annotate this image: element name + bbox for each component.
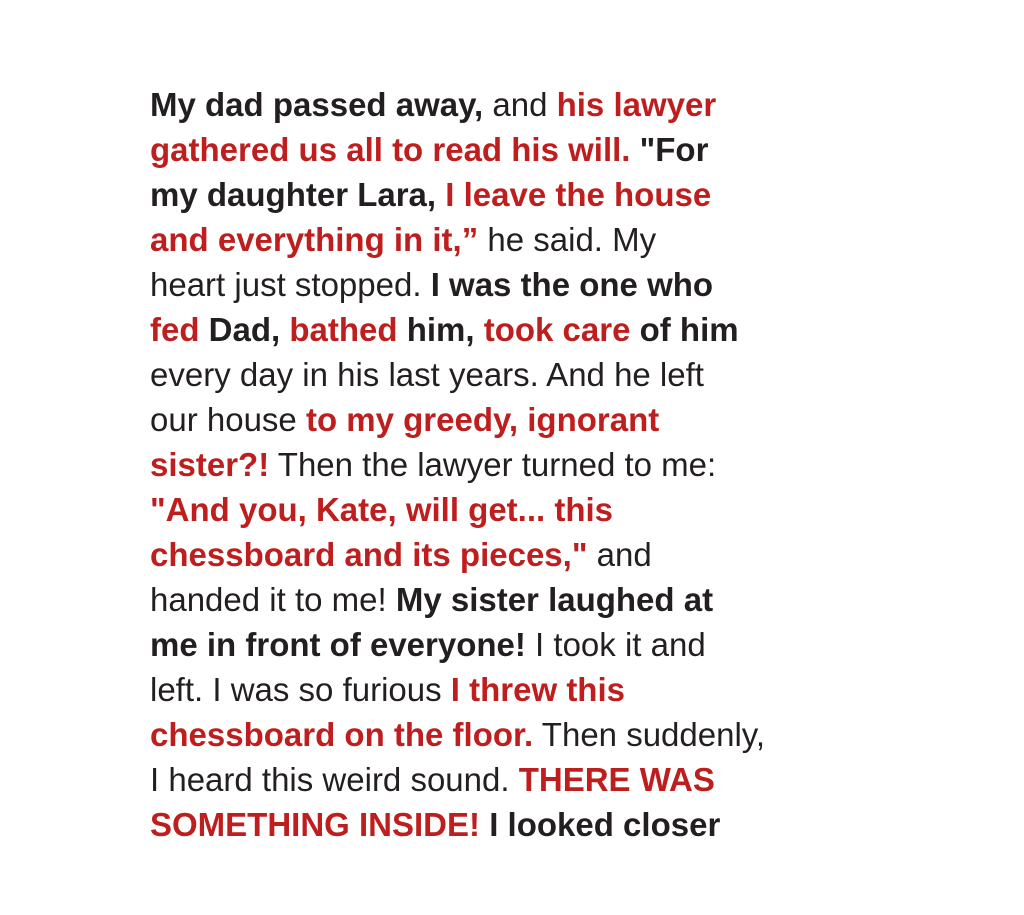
- story-line: [150, 487, 890, 532]
- bold-phrase: My dad passed away,: [150, 86, 484, 123]
- highlighted-phrase: to my greedy, ignorant: [305, 401, 660, 438]
- plain-phrase: our house: [150, 401, 306, 438]
- highlighted-phrase: took care: [483, 311, 631, 348]
- plain-phrase: handed it to me!: [150, 581, 396, 618]
- story-line: [150, 127, 890, 172]
- bold-phrase: Dad,: [199, 311, 290, 348]
- plain-phrase: I heard this weird sound.: [150, 761, 519, 798]
- story-line: [150, 217, 890, 262]
- highlighted-phrase: bathed: [289, 311, 398, 348]
- highlighted-phrase: I leave the house: [445, 176, 712, 213]
- story-line: [150, 667, 890, 712]
- plain-phrase: [630, 131, 639, 168]
- plain-phrase: Then the lawyer turned to me:: [269, 446, 717, 483]
- highlighted-phrase: and everything in it,”: [150, 221, 479, 258]
- story-line: [150, 577, 890, 622]
- bold-phrase: him,: [397, 311, 484, 348]
- story-line: [150, 172, 890, 217]
- story-line: [150, 622, 890, 667]
- plain-phrase: and: [483, 86, 557, 123]
- plain-phrase: and: [587, 536, 652, 573]
- bold-phrase: "For: [639, 131, 709, 168]
- plain-phrase: left. I was so furious: [150, 671, 451, 708]
- bold-phrase: my daughter Lara,: [150, 176, 437, 213]
- highlighted-phrase: SOMETHING INSIDE!: [150, 806, 481, 843]
- story-line: [150, 262, 890, 307]
- bold-phrase: of him: [630, 311, 739, 348]
- bold-phrase: I looked closer: [480, 806, 721, 843]
- highlighted-phrase: gathered us all to read his will.: [150, 131, 631, 168]
- plain-phrase: he said. My: [478, 221, 657, 258]
- plain-phrase: [436, 176, 445, 213]
- highlighted-phrase: sister?!: [150, 446, 270, 483]
- plain-phrase: heart just stopped.: [150, 266, 431, 303]
- highlighted-phrase: chessboard and its pieces,": [150, 536, 588, 573]
- story-text: [150, 82, 890, 847]
- story-line: [150, 757, 890, 802]
- story-line: [150, 532, 890, 577]
- plain-phrase: I took it and: [525, 626, 706, 663]
- story-line: [150, 307, 890, 352]
- story-line: [150, 397, 890, 442]
- story-line: [150, 82, 890, 127]
- highlighted-phrase: I threw this: [450, 671, 625, 708]
- highlighted-phrase: chessboard on the floor.: [150, 716, 534, 753]
- plain-phrase: every day in his last years. And he left: [150, 356, 704, 393]
- story-line: [150, 712, 890, 757]
- highlighted-phrase: his lawyer: [556, 86, 717, 123]
- highlighted-phrase: "And you, Kate, will get... this: [150, 491, 614, 528]
- story-line: [150, 352, 890, 397]
- story-line: [150, 442, 890, 487]
- highlighted-phrase: fed: [150, 311, 200, 348]
- bold-phrase: My sister laughed at: [395, 581, 714, 618]
- highlighted-phrase: THERE WAS: [518, 761, 715, 798]
- bold-phrase: I was the one who: [430, 266, 714, 303]
- bold-phrase: me in front of everyone!: [150, 626, 526, 663]
- story-line: [150, 802, 890, 847]
- plain-phrase: Then suddenly,: [533, 716, 766, 753]
